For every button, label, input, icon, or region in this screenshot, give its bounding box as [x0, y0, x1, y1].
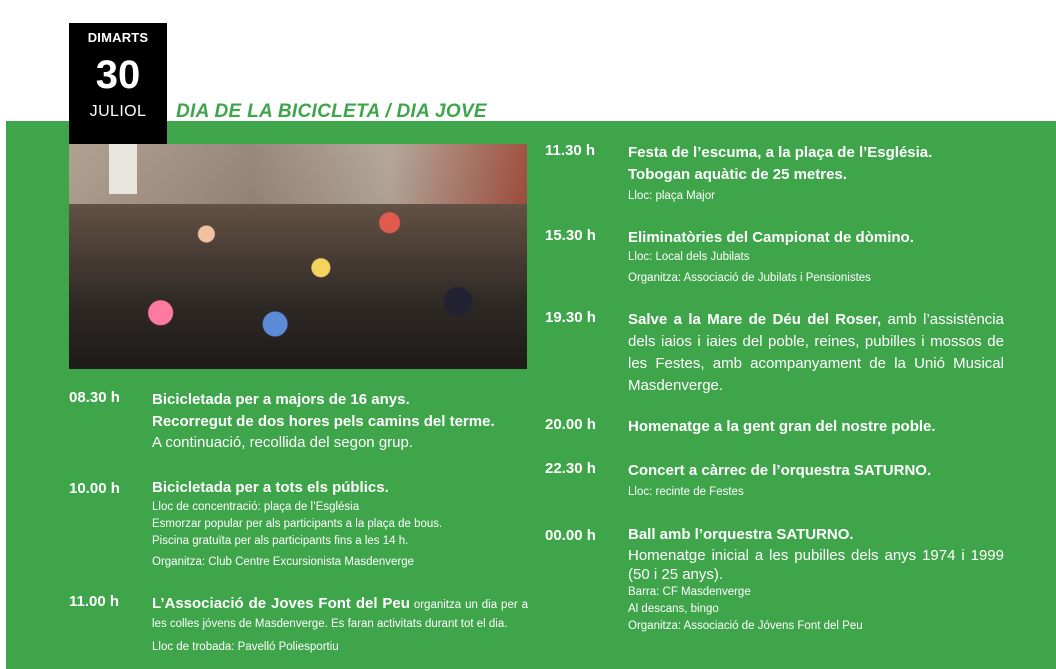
event-title-line: Bicicletada per a majors de 16 anys.	[152, 391, 410, 408]
event-time: 00.00 h	[545, 527, 596, 544]
photo-wall	[69, 144, 527, 204]
event-title: Eliminatòries del Campionat de dòmino.	[628, 229, 914, 246]
event-description	[628, 309, 1004, 397]
weekday: DIMARTS	[87, 30, 149, 45]
event-place: Lloc: plaça Major	[628, 190, 715, 202]
event-extra: A continuació, recollida del segon grup.	[152, 434, 414, 451]
event-time: 22.30 h	[545, 460, 596, 477]
event-title: L’Associació de Joves Font del Peu	[152, 595, 410, 612]
date-box	[69, 23, 167, 144]
event-extra: Homenatge inicial a les pubilles dels anys 1974 i 1999 (50 i 25 anys).	[628, 547, 1004, 583]
day-number: 30	[95, 53, 141, 97]
event-time: 15.30 h	[545, 227, 596, 244]
photo-door	[109, 144, 137, 194]
event-organizer: Organitza: Associació de Jubilats i Pensionistes	[628, 272, 871, 284]
page-title: DIA DE LA BICICLETA / DIA JOVE	[176, 101, 487, 122]
event-place: Lloc: Local dels Jubilats	[628, 251, 750, 263]
event-title-line: Tobogan aquàtic de 25 metres.	[628, 166, 847, 183]
event-title: Bicicletada per a tots els públics.	[152, 479, 389, 496]
event-time: 19.30 h	[545, 309, 596, 326]
event-organizer: Organitza: Associació de Jóvens Font del Peu	[628, 620, 863, 632]
event-time: 20.00 h	[545, 416, 596, 433]
event-description-rest: organitza un dia per a les colles jóvens de Masdenverge. Es faran activitats durant tot el dia.	[152, 599, 528, 630]
event-detail: Lloc de concentració: plaça de l’Església	[152, 501, 360, 513]
event-detail: Al descans, bingo	[628, 603, 719, 615]
event-time: 11.30 h	[545, 142, 596, 159]
event-detail: Barra: CF Masdenverge	[628, 586, 751, 598]
event-time: 10.00 h	[69, 480, 120, 497]
event-detail: Esmorzar popular per als participants a la plaça de bous.	[152, 518, 443, 530]
event-title: Concert a càrrec de l’orquestra SATURNO.	[628, 462, 932, 479]
event-detail: Piscina gratuïta per als participants fins a les 14 h.	[152, 535, 409, 547]
event-time: 08.30 h	[69, 389, 120, 406]
event-title-line: Recorregut de dos hores pels camins del terme.	[152, 413, 495, 430]
month: JULIOL	[89, 103, 147, 120]
event-title: Salve a la Mare de Déu del Roser,	[628, 311, 882, 328]
bicycle-group-photo	[69, 144, 527, 369]
event-description-rest: amb l’assistència dels iaios i iaies del poble, reines, pubilles i mossos de les Festes, amb acompanyament de la Unió Musical Masdenverge.	[628, 311, 1004, 394]
event-place: Lloc: recinte de Festes	[628, 486, 744, 498]
event-organizer: Organitza: Club Centre Excursionista Masdenverge	[152, 556, 415, 568]
event-time: 11.00 h	[69, 593, 120, 610]
event-title-line: Festa de l’escuma, a la plaça de l’Església.	[628, 144, 933, 161]
event-title: Ball amb l’orquestra SATURNO.	[628, 526, 854, 543]
event-place: Lloc de trobada: Pavelló Poliesportiu	[152, 641, 339, 653]
event-title: Homenatge a la gent gran del nostre poble.	[628, 418, 936, 435]
event-description	[152, 593, 528, 634]
